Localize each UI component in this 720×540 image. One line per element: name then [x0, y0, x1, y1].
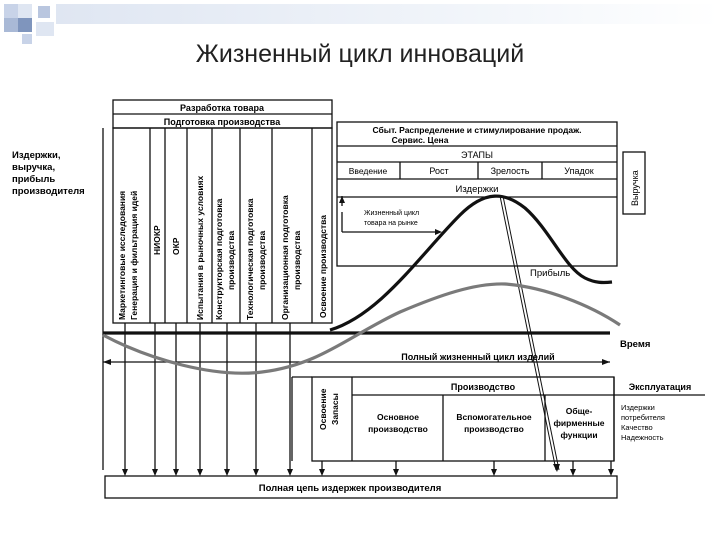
stage-growth: Рост [429, 166, 449, 176]
general-functions-3: функции [560, 430, 598, 440]
rd-col-org-1: Организационная подготовка [280, 195, 290, 320]
exploitation-item-2: потребителя [621, 413, 665, 422]
left-axis-label-3: прибыль [12, 174, 56, 185]
mastering-label-2: Запасы [330, 393, 340, 425]
top-header-line2: Подготовка производства [163, 117, 281, 127]
mastering-label-1: Освоение [318, 388, 328, 430]
exploitation-label: Эксплуатация [628, 382, 692, 392]
production-label: Производство [450, 382, 516, 392]
left-axis-label-1: Издержки, [12, 150, 61, 161]
left-axis-label-2: выручка, [12, 162, 56, 173]
general-functions-2: фирменные [553, 418, 605, 428]
full-cycle-label: Полный жизненный цикл изделий [401, 352, 555, 362]
exploitation-item-4: Надежность [621, 433, 664, 442]
stage-decline: Упадок [564, 166, 594, 176]
rd-col-okr: ОКР [171, 237, 181, 255]
revenue-label: Выручка [630, 170, 640, 206]
market-life-label-2: товара на рынке [364, 220, 418, 227]
market-life-label-1: Жизненный цикл [364, 210, 420, 217]
stage-maturity: Зрелость [490, 166, 530, 176]
exploitation-item-3: Качество [621, 423, 653, 432]
rd-col-tech-1: Технологическая подготовка [245, 198, 255, 320]
aux-production-1: Вспомогательное [456, 412, 532, 422]
stages-label: ЭТАПЫ [460, 150, 494, 160]
rd-col-marketing-2: Генерация и фильтрация идей [129, 190, 139, 320]
rd-col-niokr: НИОКР [152, 225, 162, 255]
rd-col-design-1: Конструкторская подготовка [214, 198, 224, 320]
bottom-label: Полная цепь издержек производителя [258, 483, 442, 494]
general-functions-1: Обще- [565, 406, 593, 416]
costs-label: Издержки [455, 184, 499, 195]
profit-label: Прибыль [530, 268, 571, 279]
rd-col-testing: Испытания в рыночных условиях [195, 175, 205, 320]
sales-header-line2: Сервис. Цена [391, 135, 449, 145]
top-header-line1: Разработка товара [180, 103, 264, 113]
rd-col-design-2: производства [226, 230, 236, 290]
main-production-2: производство [368, 424, 428, 434]
rd-col-mastering: Освоение производства [318, 215, 328, 318]
exploitation-item-1: Издержки [621, 403, 655, 412]
rd-col-org-2: производства [292, 230, 302, 290]
rd-col-tech-2: производства [257, 230, 267, 290]
left-axis-label-4: производителя [12, 186, 85, 197]
slide-title: Жизненный цикл инноваций [195, 40, 525, 68]
sales-header-line1: Сбыт. Распределение и стимулирование продаж. [372, 125, 582, 135]
stage-introduction: Введение [348, 166, 388, 176]
time-label: Время [620, 339, 651, 350]
main-production-1: Основное [377, 412, 419, 422]
aux-production-2: производство [464, 424, 524, 434]
rd-col-marketing-1: Маркетинговые исследования [117, 190, 127, 320]
